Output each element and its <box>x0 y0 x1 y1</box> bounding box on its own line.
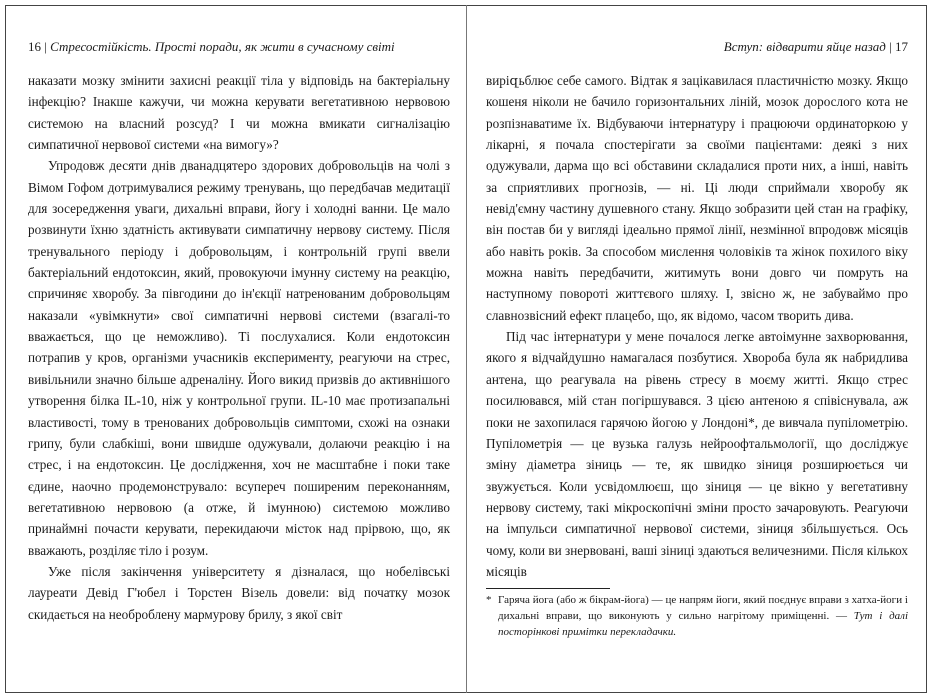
right-paragraph-1: виріզьблює себе самого. Відтак я зацікавилася пластичністю мозку. Якщо кошеня ніколи не бачило горизонтальних ліній, мозок дорослого кота не розпізнаватиме їх. Відбуваючи інтернатуру і працюючи ординаторкою у лікарні, я почала спостерігати за своїми пацієнтами: деякі з них одужували, дарма що всі обставини складалися проти них, а інші, навіть за сприятливих прогнозів, — ні. Ці люди сприймали хворобу як невід'ємну частину душевного стану. Якщо зобразити цей стан на графіку, він постав би у вигляді ідеально прямої лінії, незмінної впродовж місяців або навіть років. За способом мислення чоловіків та жінок похилого віку можна навіть передбачити, житимуть вони довго чи помруть на наступному повороті життєвого шляху. І, звісно ж, не забуваймо про славнозвісний ефект плацебо, що, як відомо, часом творить дива. <box>486 73 908 323</box>
right-page-number: 17 <box>895 39 908 54</box>
left-header-separator: | <box>44 39 47 54</box>
right-page-header <box>724 39 908 55</box>
left-paragraph-2: Упродовж десяти днів дванадцятеро здорових добровольців на чолі з Вімом Гофом дотримувалися режиму тренувань, що передбачав медитації для зосередження уваги, дихальні вправи, йогу і холодні ванни. Це мало розвинути їхню здатність активувати симпатичну нервову систему. Після тренувального періоду і добровольцям, і контрольній групі ввели бактеріальний ендотоксин, який, провокуючи імунну систему на реакцію, спричиняє хворобу. За півгодини до ін'єкції натренованим добровольцям наказали «увімкнути» свої симпатичні нервові системи (взагалі-то вважається, що це неможливо). Ті послухалися. Коли ендотоксин потрапив у кров, організми учасників експерименту, реагуючи на стрес, вивільнили значно більше адреналіну. Його викид призвів до активнішого утворення білка IL-10, ніж у контрольної групи. IL-10 має протизапальні властивості, тому в тренованих добровольців симптоми, схожі на ознаки грипу, були слабкіші, вони швидше одужували, долаючи реакцію і на стрес, і на ендотоксин. Це дослідження, хоч не масштабне і поки таке єдине, наочно продемонструвало: всупереч поширеним переконанням, вегетативною нервовою (а отже, й імунною) системою можливо принаймні почасти керувати, перекидаючи місток над прірвою, що, як вважають, розділяє тіло і розум. <box>28 158 450 558</box>
right-header-separator: | <box>889 39 892 54</box>
left-paragraph-3: Уже після закінчення університету я дізналася, що нобелівські лауреати Девід Г'юбел і Торстен Візель довели: від початку мозок скидається на необроблену мармурову брилу, з якої світ <box>28 563 450 622</box>
book-spine <box>466 5 467 693</box>
footnote-translator-note: Тут і далі посторінкові примітки перекладачки. <box>498 610 908 638</box>
right-page-body <box>486 70 908 582</box>
left-page-header <box>28 39 395 55</box>
left-paragraph-1: наказати мозку змінити захисні реакції тіла у відповідь на бактеріальну інфекцію? Інакше кажучи, чи можна керувати вегетативною нервовою системою на власний розсуд? І чи можна вмикати сигналізацію симпатичної нервової системи «на вимогу»? <box>28 73 450 153</box>
right-chapter-title: Вступ: відварити яйце назад <box>723 39 886 54</box>
right-paragraph-2: Під час інтернатури у мене почалося легке автоімунне захворювання, якого я відчайдушно намагалася позбутися. Хвороба була як набридлива антена, що реагувала на рівень стресу в моєму житті. Якщо стрес посилювався, мій стан погіршувався. З цією антеною я співіснувала, аж поки не захопилася гарячою йогою у Лондоні*, де вивчала пупілометрію. Пупілометрія — це вузька галузь нейроофтальмології, що досліджує зміну діаметра зіниць — те, як швидко зіниця розширюється чи звужується. Коли усвідомлюєш, що зіниця — це вікно у вегетативну нервову систему, такі мікроскопічні зміни просто зачаровують. Реагуючи на імпульси симпатичної нервової системи, зіниця збільшується. Ось чому, коли ви знервовані, ваші зіниці здаються величезними. Після кількох місяців <box>486 329 908 579</box>
footnote <box>486 592 908 640</box>
footnote-marker: * <box>486 594 492 606</box>
left-page-number: 16 <box>28 39 41 54</box>
footnote-rule <box>486 588 610 589</box>
left-page-body <box>28 70 450 625</box>
left-book-title: Стресостійкість. Прості поради, як жити в сучасному світі <box>50 39 395 54</box>
footnote-text: Гаряча йога (або ж бікрам-йога) — це напрям йоги, який поєднує вправи з хатха-йоги і дихальні вправи, що виконують у сильно нагрітому приміщенні. — <box>498 594 908 622</box>
